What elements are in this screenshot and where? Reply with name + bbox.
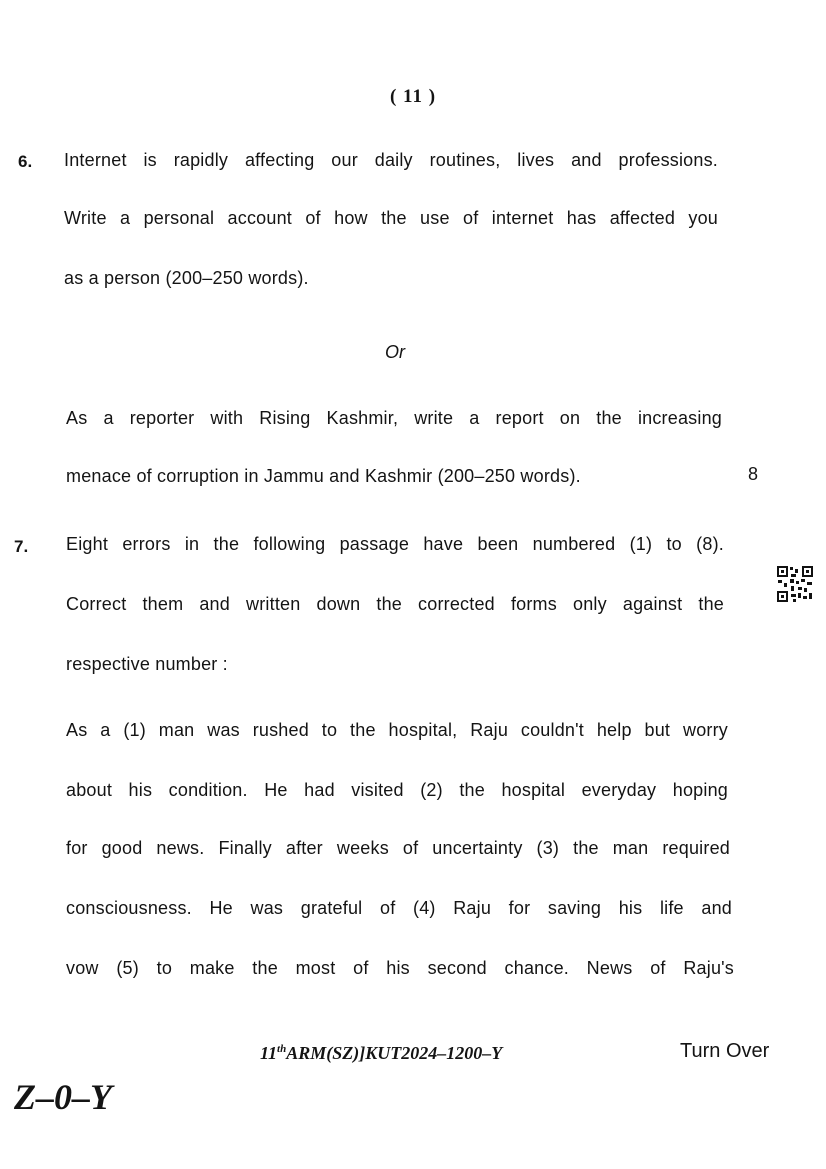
paper-code: 11thARM(SZ)]KUT2024–1200–Y <box>260 1043 503 1063</box>
qr-code-icon <box>776 565 814 603</box>
question-7-line-2: Correct them and written down the corrected forms only against the <box>66 594 724 614</box>
series-code: Z–0–Y <box>14 1077 112 1117</box>
question-6-line-1: Internet is rapidly affecting our daily routines, lives and professions. <box>64 150 718 170</box>
question-6-line-3: as a person (200–250 words). <box>64 268 309 288</box>
question-7-number: 7. <box>14 537 29 556</box>
question-7-line-3: respective number : <box>66 654 228 674</box>
turn-over-label: Turn Over <box>680 1040 770 1062</box>
question-6-marks: 8 <box>748 464 759 484</box>
question-7-line-1: Eight errors in the following passage have been numbered (1) to (8). <box>66 534 724 554</box>
question-6-alt-line-2: menace of corruption in Jammu and Kashmir (200–250 words). <box>66 466 581 486</box>
or-label: Or <box>385 342 405 362</box>
passage-line-2: about his condition. He had visited (2) the hospital everyday hoping <box>66 780 728 800</box>
passage-line-1: As a (1) man was rushed to the hospital, Raju couldn't help but worry <box>66 720 728 740</box>
page-number: ( 11 ) <box>389 86 437 107</box>
question-6-alt-line-1: As a reporter with Rising Kashmir, write a report on the increasing <box>66 408 722 428</box>
passage-line-4: consciousness. He was grateful of (4) Raju for saving his life and <box>66 898 732 918</box>
question-6-number: 6. <box>18 152 33 171</box>
passage-line-3: for good news. Finally after weeks of uncertainty (3) the man required <box>66 838 730 858</box>
passage-line-5: vow (5) to make the most of his second chance. News of Raju's <box>66 958 734 978</box>
question-6-line-2: Write a personal account of how the use of internet has affected you <box>64 208 718 228</box>
